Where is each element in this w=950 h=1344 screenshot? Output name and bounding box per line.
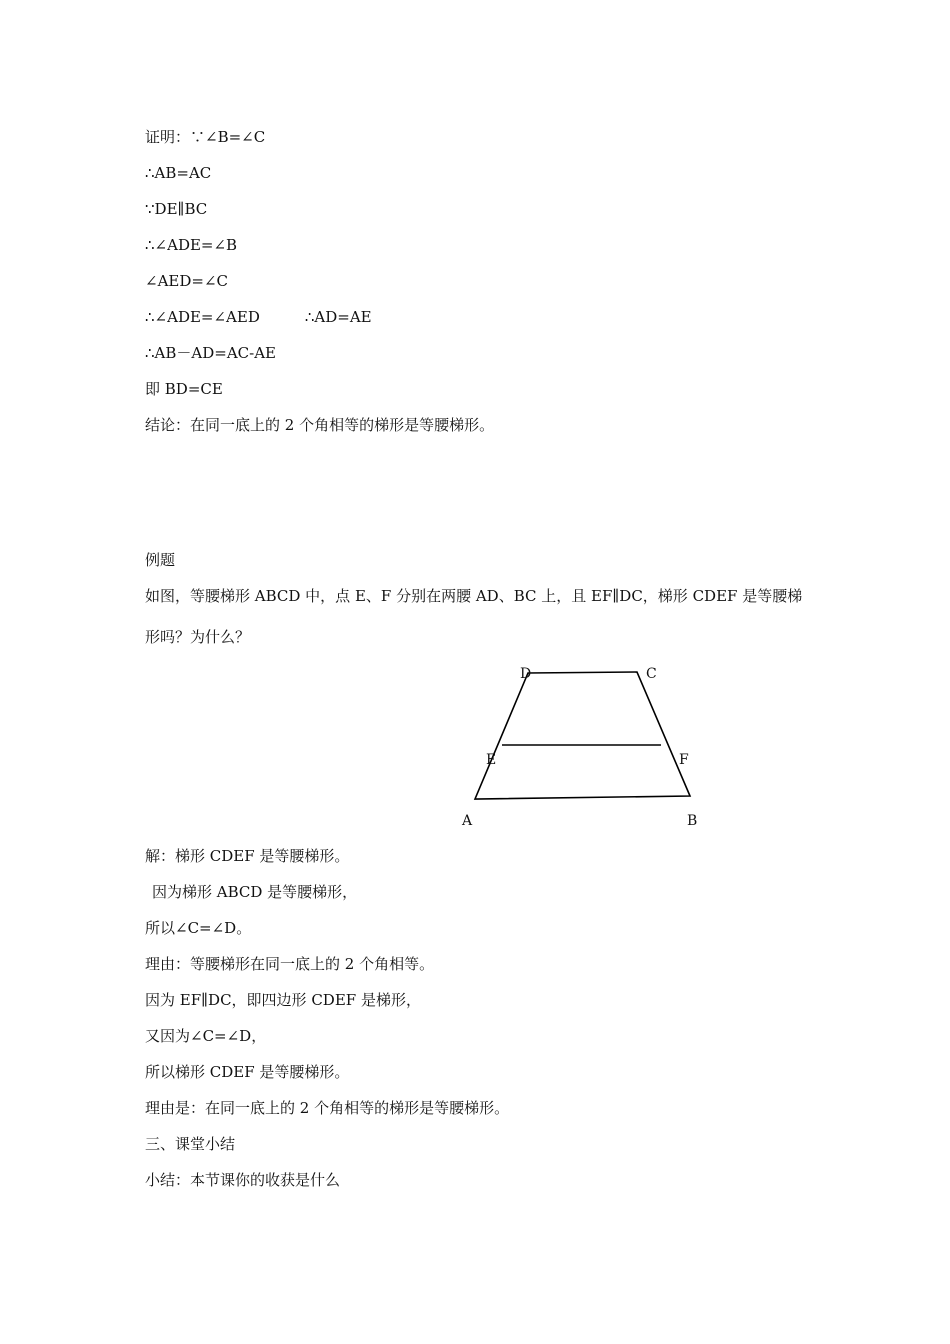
summary-text: 小结：本节课你的收获是什么 xyxy=(145,1171,341,1189)
solution-line: 理由是：在同一底上的 2 个角相等的梯形是等腰梯形。 xyxy=(145,1099,510,1117)
summary-heading: 三、课堂小结 xyxy=(145,1135,236,1153)
proof-line: ∴AB=AC xyxy=(145,164,212,182)
proof-line: ∴∠ADE=∠AED ∴AD=AE xyxy=(145,308,372,326)
example-question: 如图，等腰梯形 ABCD 中，点 E、F 分别在两腰 AD、BC 上，且 EF∥DC，梯形 CDEF 是等腰梯 xyxy=(145,587,803,605)
proof-line: ∠AED=∠C xyxy=(145,272,228,290)
label-c: C xyxy=(646,666,657,682)
proof-line: 即 BD=CE xyxy=(145,380,223,398)
proof-line: ∴∠ADE=∠B xyxy=(145,236,238,254)
solution-line: 解：梯形 CDEF 是等腰梯形。 xyxy=(145,847,350,865)
solution-line: 又因为∠C=∠D， xyxy=(145,1027,267,1045)
solution-line: 所以梯形 CDEF 是等腰梯形。 xyxy=(145,1063,350,1081)
solution-line: 理由：等腰梯形在同一底上的 2 个角相等。 xyxy=(145,955,435,973)
trapezoid-figure xyxy=(450,658,710,833)
solution-line: 所以∠C=∠D。 xyxy=(145,919,252,937)
solution-line: 因为 EF∥DC，即四边形 CDEF 是梯形， xyxy=(145,991,421,1009)
example-question-cont: 形吗？为什么？ xyxy=(145,628,251,646)
label-d: D xyxy=(520,666,532,682)
proof-line: 证明：∵∠B=∠C xyxy=(145,128,266,146)
conclusion: 结论：在同一底上的 2 个角相等的梯形是等腰梯形。 xyxy=(145,416,495,434)
trapezoid-abcd xyxy=(475,672,690,799)
label-b: B xyxy=(687,813,698,829)
example-heading: 例题 xyxy=(145,551,176,569)
proof-line: ∵DE∥BC xyxy=(145,200,208,218)
label-f: F xyxy=(679,752,689,768)
label-a: A xyxy=(462,813,473,829)
solution-line: 因为梯形 ABCD 是等腰梯形， xyxy=(152,883,358,901)
proof-line: ∴AB－AD=AC-AE xyxy=(145,344,276,362)
label-e: E xyxy=(486,752,497,768)
